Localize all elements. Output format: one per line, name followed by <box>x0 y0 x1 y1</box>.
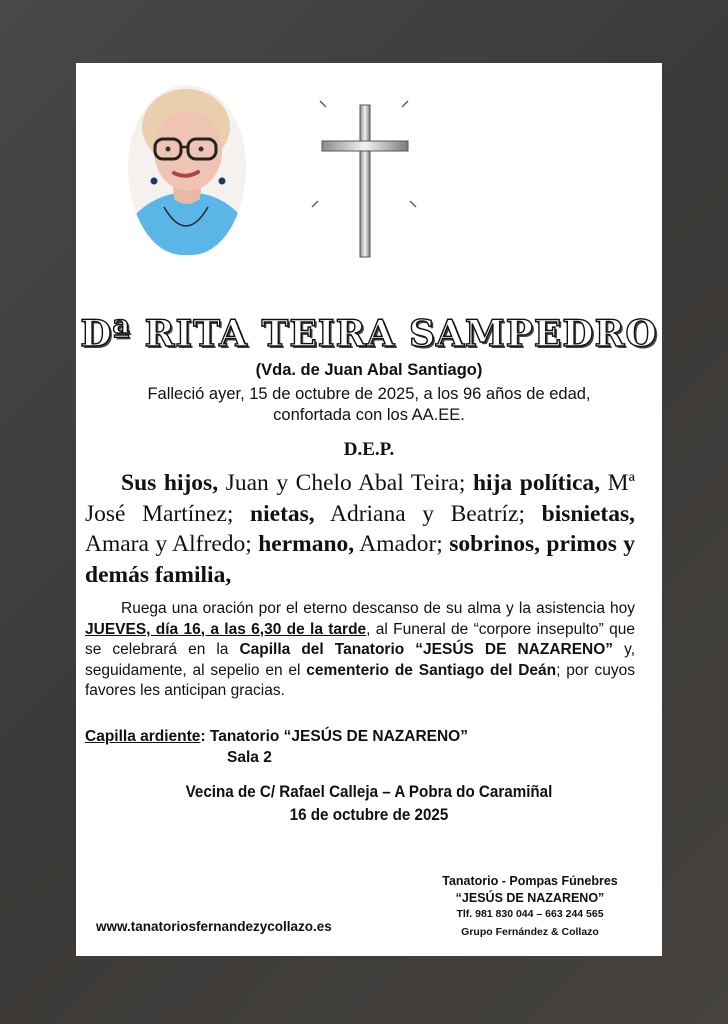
hijos-names: Juan y Chelo Abal Teira; <box>225 470 466 496</box>
death-notice <box>76 384 662 426</box>
chapel-label: Capilla ardiente <box>85 728 201 745</box>
dep-label: D.E.P. <box>343 439 395 460</box>
death-line-1: Falleció ayer, 15 de octubre de 2025, a los 96 años de edad, <box>147 385 591 403</box>
chapel-value: : Tanatorio “JESÚS DE NAZARENO” <box>200 728 468 745</box>
cross-icon <box>308 97 420 259</box>
nietas-label: nietas, <box>250 500 315 527</box>
funeral-home-name: “JESÚS DE NAZARENO” <box>455 891 605 905</box>
chapel-name: Capilla del Tanatorio “JESÚS DE NAZARENO” <box>239 641 614 658</box>
bisnietas-label: bisnietas, <box>541 500 635 527</box>
website-link[interactable]: www.tanatoriosfernandezycollazo.es <box>96 919 332 934</box>
residence-info <box>99 781 638 827</box>
notice-date: 16 de octubre de 2025 <box>289 806 449 824</box>
prayer-text-2: , al Funeral de “corpore insepulto” que se celebrará en la <box>85 620 635 658</box>
deceased-name: Dª RITA TEIRA SAMPEDRO <box>80 313 658 355</box>
other-family: sobrinos, primos y demás familia, <box>85 531 636 588</box>
widow-of: (Vda. de Juan Abal Santiago) <box>255 361 483 379</box>
hija-politica-name: Mª José Martínez; <box>85 470 636 527</box>
funeral-home-info <box>414 873 646 941</box>
deceased-photo <box>128 85 246 255</box>
family-paragraph <box>85 468 635 590</box>
hermano-name: Amador; <box>359 531 443 557</box>
residence-address: Vecina de C/ Rafael Calleja – A Pobra do Caramiñal <box>185 783 553 801</box>
hija-politica-label: hija política, <box>472 470 601 496</box>
bisnietas-names: Amara y Alfredo; <box>85 531 252 557</box>
obituary-sheet <box>76 63 662 956</box>
chapel-info <box>85 726 635 768</box>
cemetery-name: cementerio de Santiago del Deán <box>306 661 557 679</box>
prayer-paragraph <box>85 599 635 702</box>
funeral-home-group: Grupo Fernández & Collazo <box>461 926 599 938</box>
hermano-label: hermano, <box>258 531 355 557</box>
nietas-names: Adriana y Beatríz; <box>329 500 526 527</box>
death-line-2: confortada con los AA.EE. <box>273 406 465 424</box>
prayer-text-1: Ruega una oración por el eterno descanso de su alma y la asistencia hoy <box>121 600 635 617</box>
prayer-text-4: ; por cuyos favores les anticipan gracias. <box>85 661 635 699</box>
funeral-home-phones: Tlf. 981 830 044 – 663 244 565 <box>456 908 604 920</box>
hijos-label: Sus hijos, <box>121 470 219 496</box>
prayer-text-3: y, seguidamente, al sepelio en el <box>85 641 635 679</box>
funeral-date-time: JUEVES, día 16, a las 6,30 de la tarde <box>85 620 367 638</box>
funeral-home-line-1: Tanatorio - Pompas Fúnebres <box>442 874 618 888</box>
chapel-room: Sala 2 <box>227 749 272 766</box>
